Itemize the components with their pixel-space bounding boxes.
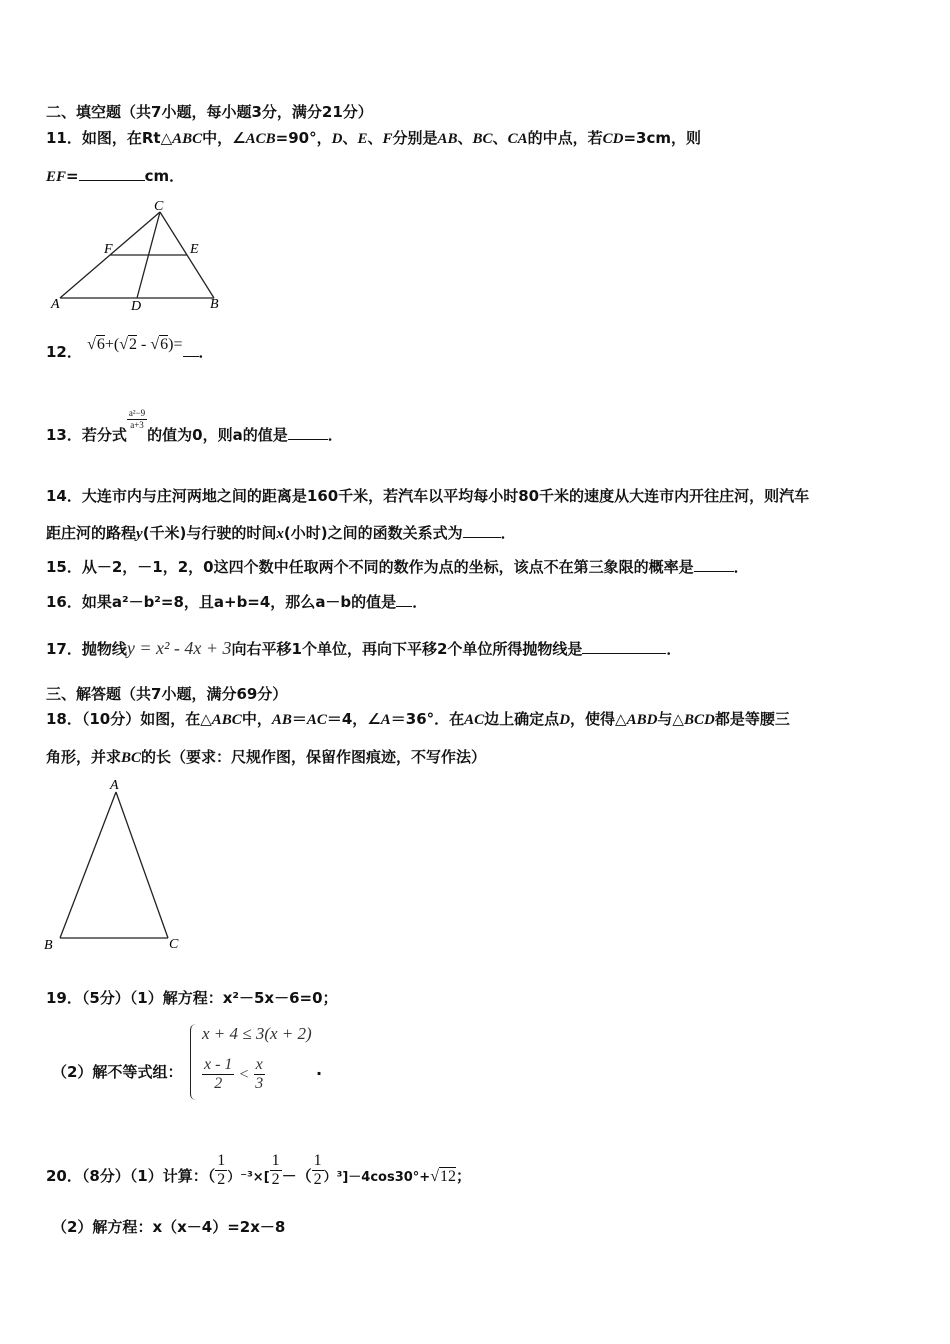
q12: 12． √6+(√2 - √6)= ．	[46, 336, 214, 361]
inequality-system	[190, 1022, 350, 1104]
q20-line1: 20．（8分）（1）计算：（ $\frac{1}{2}$ ）⁻³×[ $\frac{1}{2}$ －（ $\frac{1}{2}$ ）³]－4cos30°+√12；	[46, 1152, 471, 1188]
q15: 15．从－2，－1，2，0这四个数中任取两个不同的数作为点的坐标，该点不在第三象限的概率是 ．	[46, 558, 749, 576]
answer-blank	[183, 342, 199, 357]
q11-figure	[46, 198, 226, 313]
inequality-2: $\frac{x - 1}{2}$ < $\frac{x}{3}$	[204, 1056, 264, 1092]
label-f: F	[104, 242, 113, 257]
section2-heading: 二、填空题（共7小题，每小题3分，满分21分）	[46, 103, 373, 121]
parabola-formula: y = x² - 4x + 3	[126, 638, 232, 658]
label-a: A	[51, 297, 60, 312]
q18-line2: 角形，并求BC的长（要求：尺规作图，保留作图痕迹，不写作法）	[46, 748, 487, 766]
answer-blank	[79, 166, 145, 181]
q19-line1: 19．（5分）（1）解方程：x²－5x－6=0；	[46, 989, 338, 1007]
label-d: D	[131, 299, 142, 313]
q14-line2: 距庄河的路程y(千米)与行驶的时间x(小时)之间的函数关系式为 ．	[46, 524, 516, 542]
q18-line1: 18．（10分）如图，在△ABC中，AB＝AC＝4，∠A＝36°．在AC边上确定点D，使得△ABD与△BCD都是等腰三	[46, 710, 790, 728]
label-c: C	[169, 937, 179, 952]
q19-part2: （2）解不等式组：	[52, 1063, 183, 1081]
q17: 17．抛物线y = x² - 4x + 3向右平移1个单位，再向下平移2个单位所得抛物线是 ．	[46, 638, 682, 658]
fraction: $\frac{\text{a²−9}}{a+3}$	[128, 408, 146, 430]
label-c: C	[154, 199, 164, 214]
period: .	[316, 1060, 323, 1079]
q11-line1: 11．如图，在Rt△ABC中，∠ACB=90°，D、E、F分别是AB、BC、CA的中点，若CD=3cm，则	[46, 129, 701, 147]
answer-blank	[288, 425, 328, 440]
q16: 16．如果a²－b²=8，且a+b=4，那么a－b的值是 ．	[46, 593, 428, 611]
section3-heading: 三、解答题（共7小题，满分69分）	[46, 685, 288, 703]
answer-blank	[694, 557, 734, 572]
edge-ab	[60, 792, 116, 938]
q11-line2: EF= cm．	[46, 167, 185, 185]
q13: 13．若分式 $\frac{\text{a²−9}}{a+3}$ 的值为0，则a的值是 ．	[46, 408, 343, 444]
q18-figure	[40, 774, 200, 954]
brace	[190, 1024, 199, 1100]
inequality-1: x + 4 ≤ 3(x + 2)	[202, 1024, 312, 1043]
answer-blank	[582, 639, 666, 654]
q14-line1: 14．大连市内与庄河两地之间的距离是160千米，若汽车以平均每小时80千米的速度从大连市内开往庄河，则汽车	[46, 487, 810, 505]
answer-blank	[396, 592, 412, 607]
label-a: A	[110, 778, 119, 793]
label-e: E	[190, 242, 199, 257]
label-b: B	[210, 297, 219, 312]
q20-part2: （2）解方程：x（x－4）=2x－8	[52, 1218, 286, 1236]
label-b: B	[44, 938, 53, 953]
answer-blank	[463, 523, 501, 538]
edge-ac	[116, 792, 168, 938]
